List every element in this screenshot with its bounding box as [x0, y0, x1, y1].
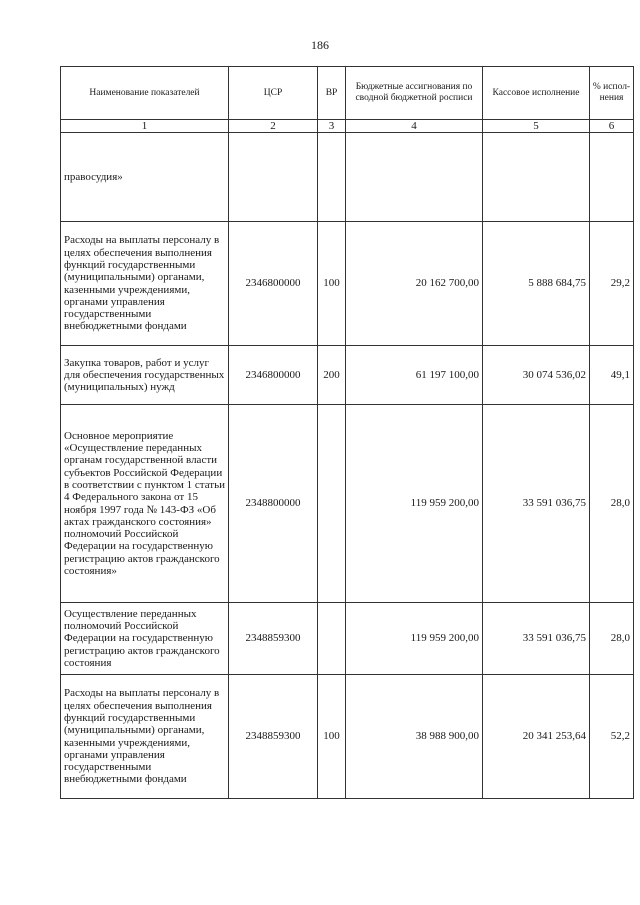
row-percent: 28,0 [590, 405, 634, 603]
row-executed: 33 591 036,75 [483, 405, 590, 603]
column-number: 6 [590, 120, 634, 133]
table-row [61, 675, 634, 799]
table-row [61, 603, 634, 675]
row-percent: 28,0 [590, 603, 634, 675]
row-executed: 20 341 253,64 [483, 675, 590, 799]
row-name: Расходы на выплаты персоналу в целях обеспечения выполнения функций государственными (муниципальными) органами, казенными учреждениями, органами управления государственными внебюджетными фондами [61, 222, 229, 346]
row-percent [590, 133, 634, 222]
header-executed: Кассовое исполнение [483, 67, 590, 120]
row-percent: 29,2 [590, 222, 634, 346]
table-row [61, 222, 634, 346]
row-executed: 5 888 684,75 [483, 222, 590, 346]
row-assigned: 38 988 900,00 [346, 675, 483, 799]
row-assigned: 119 959 200,00 [346, 405, 483, 603]
row-assigned [346, 133, 483, 222]
column-number-row [61, 120, 634, 133]
row-executed: 33 591 036,75 [483, 603, 590, 675]
row-csr [229, 133, 318, 222]
row-vr [318, 133, 346, 222]
column-number: 5 [483, 120, 590, 133]
header-vr: ВР [318, 67, 346, 120]
row-vr: 100 [318, 675, 346, 799]
row-assigned: 20 162 700,00 [346, 222, 483, 346]
column-number: 4 [346, 120, 483, 133]
row-name: Осуществление переданных полномочий Российской Федерации на государственную регистрацию актов гражданского состояния [61, 603, 229, 675]
row-name: Расходы на выплаты персоналу в целях обеспечения выполнения функций государственными (муниципальными) органами, казенными учреждениями, органами управления государственными внебюджетными фондами [61, 675, 229, 799]
row-executed [483, 133, 590, 222]
row-name: Закупка товаров, работ и услуг для обеспечения государственных (муниципальных) нужд [61, 346, 229, 405]
row-csr: 2348859300 [229, 603, 318, 675]
row-assigned: 119 959 200,00 [346, 603, 483, 675]
page-number: 186 [311, 38, 329, 52]
header-assigned: Бюджетные ассигнования по сводной бюджетной росписи [346, 67, 483, 120]
row-csr: 2348800000 [229, 405, 318, 603]
row-percent: 52,2 [590, 675, 634, 799]
budget-execution-table [60, 66, 634, 799]
row-vr: 200 [318, 346, 346, 405]
header-percent: % испол-нения [590, 67, 634, 120]
header-row [61, 67, 634, 120]
row-name: правосудия» [61, 133, 229, 222]
row-csr: 2348859300 [229, 675, 318, 799]
table-row [61, 405, 634, 603]
column-number: 3 [318, 120, 346, 133]
row-percent: 49,1 [590, 346, 634, 405]
column-number: 2 [229, 120, 318, 133]
row-name: Основное мероприятие «Осуществление переданных органам государственной власти субъектов Российской Федерации в соответствии с пунктом 1 статьи 4 Федерального закона от 15 ноября 1997 года № 143-ФЗ «Об актах гражданского состояния» полномочий Российской Федерации на государственную регистрацию актов гражданского состояния» [61, 405, 229, 603]
header-csr: ЦСР [229, 67, 318, 120]
table-row [61, 133, 634, 222]
row-vr [318, 405, 346, 603]
row-vr [318, 603, 346, 675]
table-row [61, 346, 634, 405]
row-csr: 2346800000 [229, 222, 318, 346]
row-executed: 30 074 536,02 [483, 346, 590, 405]
header-name: Наименование показателей [61, 67, 229, 120]
row-vr: 100 [318, 222, 346, 346]
column-number: 1 [61, 120, 229, 133]
row-assigned: 61 197 100,00 [346, 346, 483, 405]
row-csr: 2346800000 [229, 346, 318, 405]
